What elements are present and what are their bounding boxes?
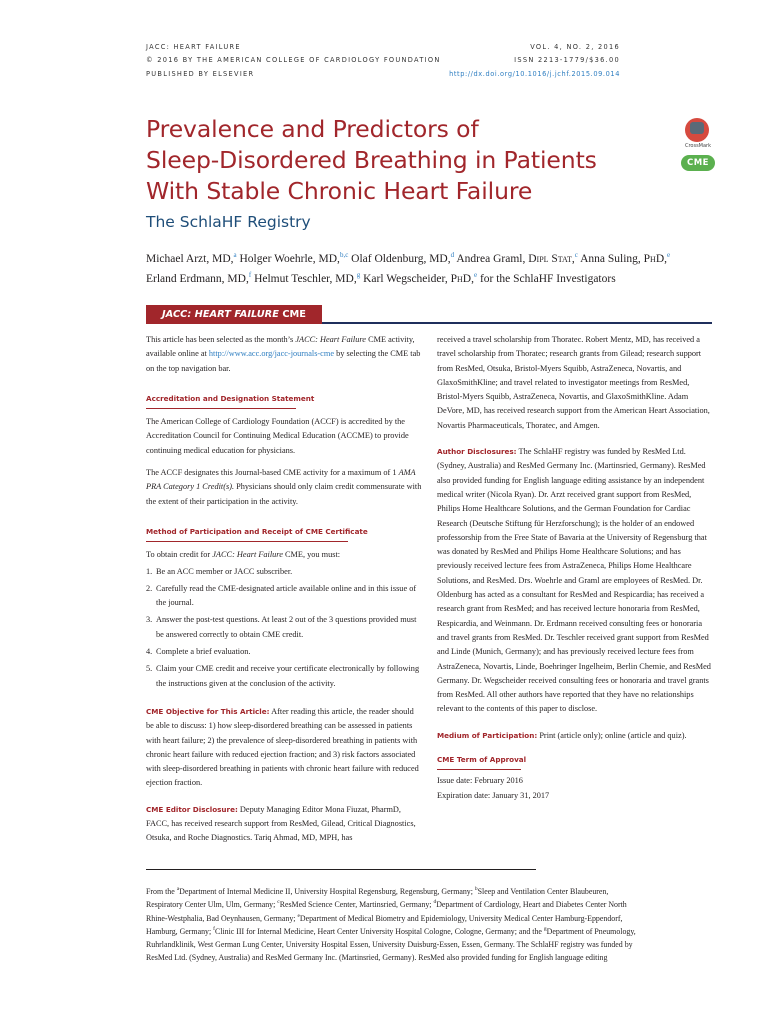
- heading-rule: [146, 541, 348, 542]
- affiliation-mark[interactable]: d: [450, 251, 455, 259]
- method-intro: To obtain credit for JACC: Heart Failure CME, you must:: [146, 550, 341, 560]
- cme-link[interactable]: http://www.acc.org/jacc-journals-cme: [208, 349, 335, 359]
- affiliations-footnote: From the $^a$Department of Internal Medicine II, University Hospital Regensburg, Regensburg, Germany; $^b$Sleep and Ventilation Center Blaubeuren, Respiratory Center Ulm, Ulm, Germany; $^c$ResMed Science Center, Martinsried, Germany; $^d$Department of Cardiology, Heart and Diabetes Center North Rhine-Westphalia, Bad Oeynhausen, Germany; $^e$Department of Medical Biometry and Epidemiology, University Medical Center Hamburg-Eppendorf, Hamburg, Germany; $^f$Clinic III for Internal Medicine, Heart Center University Hospital Cologne, Cologne, Germany; and the $^g$Department of Pneumology, Ruhrlandklinik, West German Lung Center, University Hospital Essen, University Duisburg-Essen, Essen, Germany. The SchlaHF registry was funded by ResMed Ltd. (Sydney, Australia) and ResMed Germany Inc. (Martinsried, Germany). ResMed also provided funding for English language editing: [146, 886, 636, 963]
- author[interactable]: Andrea Graml,: [456, 253, 526, 265]
- affiliation-mark[interactable]: g: [356, 270, 361, 279]
- copyright: © 2016 BY THE AMERICAN COLLEGE OF CARDIOLOGY FOUNDATION: [146, 56, 441, 65]
- list-item: 2. Carefully read the CME-designated article available online and in this issue of the journal.: [146, 583, 417, 608]
- inline-heading: CME Objective for This Article:: [146, 706, 270, 716]
- crossmark-icon[interactable]: [681, 118, 715, 152]
- intro-paragraph: This article has been selected as the month’s JACC: Heart Failure CME activity, available online at http://www.acc.org/jacc-journals-cme by selecting the CME tab on the top navigation bar.: [146, 335, 421, 373]
- inline-heading: Medium of Participation:: [437, 730, 538, 740]
- author[interactable]: Michael Arzt, MD,: [146, 253, 234, 265]
- inline-heading: CME Editor Disclosure:: [146, 804, 238, 814]
- author-degree: PhD,: [450, 272, 474, 285]
- author-disclosures: Author Disclosures: The SchlaHF registry was funded by ResMed Ltd. (Sydney, Australia) and ResMed Germany Inc. (Martinsried, Germany). ResMed also provided funding for English language editing assistance by an independent medical writer (Nicola Ryan). Dr. Arzt received grant support from ResMed, Philips Home Healthcare Solutions, and the German Foundation for Cardiac Research (Deutsche Stiftung für Herzforschung); is the holder of an endowed professorship from the Free State of Bavaria at the University of Regensburg that was donated by ResMed and Philips Home Healthcare Solutions; and has previously received lecture fees from AstraZeneca, Philips Home Healthcare Solutions, and ResMed. Drs. Woehrle and Graml are employees of ResMed. Dr. Oldenburg has acted as a consultant for ResMed and Respicardia; has received a research grant from ResMed; and has received lecture honoraria from ResMed, Respicardia, and Weinmann. Dr. Erdmann received consulting fees or honoraria and travel grants from ResMed. Dr. Teschler received grant support from ResMed and Linde (Munich, Germany); and has previously received lecture fees from AstraZeneca, Novartis, Linde, Boehringer Ingelheim, Berlin Chemie, and ResMed Germany. Dr. Wegscheider received consulting fees or honoraria and travel grants from ResMed. All other authors have reported that they have no relationships relevant to the contents of this paper to disclose.: [437, 447, 711, 714]
- section-heading: Method of Participation and Receipt of CME Certificate: [146, 526, 368, 536]
- author[interactable]: Erland Erdmann, MD,: [146, 272, 249, 285]
- affiliation-mark[interactable]: e: [667, 251, 671, 259]
- heading-rule: [146, 408, 296, 409]
- cme-badge: CME: [681, 155, 715, 171]
- author[interactable]: Anna Suling,: [580, 253, 641, 265]
- steps-list: [146, 565, 422, 691]
- title-line: With Stable Chronic Heart Failure: [146, 177, 533, 205]
- journal-name: JACC: HEART FAILURE: [146, 43, 241, 51]
- objective-paragraph: CME Objective for This Article: After reading this article, the reader should be able to discuss: 1) how sleep-disordered breathing can be assessed in patients with heart failure; 2) the prevalence of sleep-disordered breathing in patients with chronic heart failure with reduced ejection fraction; and 3) risk factors associated with sleep-disordered breathing in patients with chronic heart failure with reduced ejection fraction.: [146, 706, 419, 788]
- footnote-rule: [146, 869, 536, 870]
- list-item: 3. Answer the post-test questions. At least 2 out of the 3 questions provided must be answered correctly to obtain CME credit.: [146, 615, 417, 639]
- issue-meta: [449, 41, 620, 81]
- issue-date: Issue date: February 2016: [437, 776, 523, 786]
- designation-text: The ACCF designates this Journal-based CME activity for a maximum of 1 AMA PRA Category 1 Credit(s). Physicians should only claim credit commensurate with the extent of their participation in the activity.: [146, 468, 422, 506]
- volume: VOL. 4, NO. 2, 2016: [530, 43, 620, 51]
- banner-journal: JACC: HEART FAILURE: [162, 309, 279, 320]
- list-item: 1. Be an ACC member or JACC subscriber.: [146, 566, 293, 576]
- article-title: [146, 114, 666, 207]
- accreditation-text: The American College of Cardiology Foundation (ACCF) is accredited by the Accreditation Council for Continuing Medical Education (ACCME) to provide continuing medical education for physicians.: [146, 417, 409, 455]
- affiliation-mark[interactable]: b,c: [339, 251, 349, 259]
- medium-of-participation: Medium of Participation: Print (article only); online (article and quiz).: [437, 730, 687, 740]
- inline-heading: Author Disclosures:: [437, 447, 517, 457]
- affiliation-mark[interactable]: f: [248, 270, 252, 279]
- crossmark-label: CrossMark: [684, 143, 712, 149]
- publisher: PUBLISHED BY ELSEVIER: [146, 69, 255, 78]
- editor-disclosure: CME Editor Disclosure: Deputy Managing Editor Mona Fiuzat, PharmD, FACC, has received research support from ResMed, Gilead, Critical Diagnostics, Otsuka, and Roche Diagnostics. Tariq Ahmad, MD, MPH, has: [146, 804, 416, 843]
- author[interactable]: Helmut Teschler, MD,: [254, 272, 357, 285]
- list-item: 4. Complete a brief evaluation.: [146, 647, 251, 657]
- affiliation-mark[interactable]: e: [473, 270, 478, 279]
- author-list: [146, 250, 706, 289]
- author-degree: Dipl Stat,: [528, 253, 575, 265]
- author[interactable]: Holger Woehrle, MD,: [239, 253, 340, 265]
- heading-rule: [437, 769, 521, 770]
- cme-banner: [146, 305, 322, 324]
- affiliation-mark[interactable]: c: [574, 251, 578, 259]
- journal-meta: [146, 41, 441, 81]
- disclosure-continued: received a travel scholarship from Thoratec. Robert Mentz, MD, has received a travel scholarship from Thoratec; research grants from Gilead; research support from ResMed, Otsuka, Bristol-Myers Squibb, AstraZeneca, Novartis, and GlaxoSmithKline; and travel related to investigator meetings from ResMed, Bristol-Myers Squibb, AstraZeneca, Novartis, and GlaxoSmithKline. Adam DeVore, MD, has received research support from the American Heart Association, Novartis Pharmaceuticals, Thoratec, and Amgen.: [437, 335, 710, 430]
- expiration-date: Expiration date: January 31, 2017: [437, 790, 550, 800]
- author-degree: PhD,: [643, 253, 668, 265]
- left-column: [146, 333, 422, 846]
- article-subtitle: The SchlaHF Registry: [146, 213, 311, 231]
- section-heading: CME Term of Approval: [437, 755, 527, 765]
- author[interactable]: Olaf Oldenburg, MD,: [351, 253, 451, 265]
- author-group: for the SchlaHF Investigators: [479, 272, 616, 285]
- right-column: [437, 333, 713, 803]
- doi-link[interactable]: http://dx.doi.org/10.1016/j.jchf.2015.09.014: [449, 69, 620, 78]
- banner-cme: CME: [282, 309, 306, 320]
- author[interactable]: Karl Wegscheider,: [363, 272, 448, 285]
- title-line: Prevalence and Predictors of: [146, 115, 479, 143]
- affiliation-mark[interactable]: a: [233, 251, 237, 259]
- list-item: 5. Claim your CME credit and receive your certificate electronically by following the instructions given at the conclusion of the activity.: [146, 664, 420, 688]
- section-heading: Accreditation and Designation Statement: [146, 393, 315, 403]
- title-line: Sleep-Disordered Breathing in Patients: [146, 146, 597, 174]
- issn: ISSN 2213-1779/$36.00: [514, 56, 620, 65]
